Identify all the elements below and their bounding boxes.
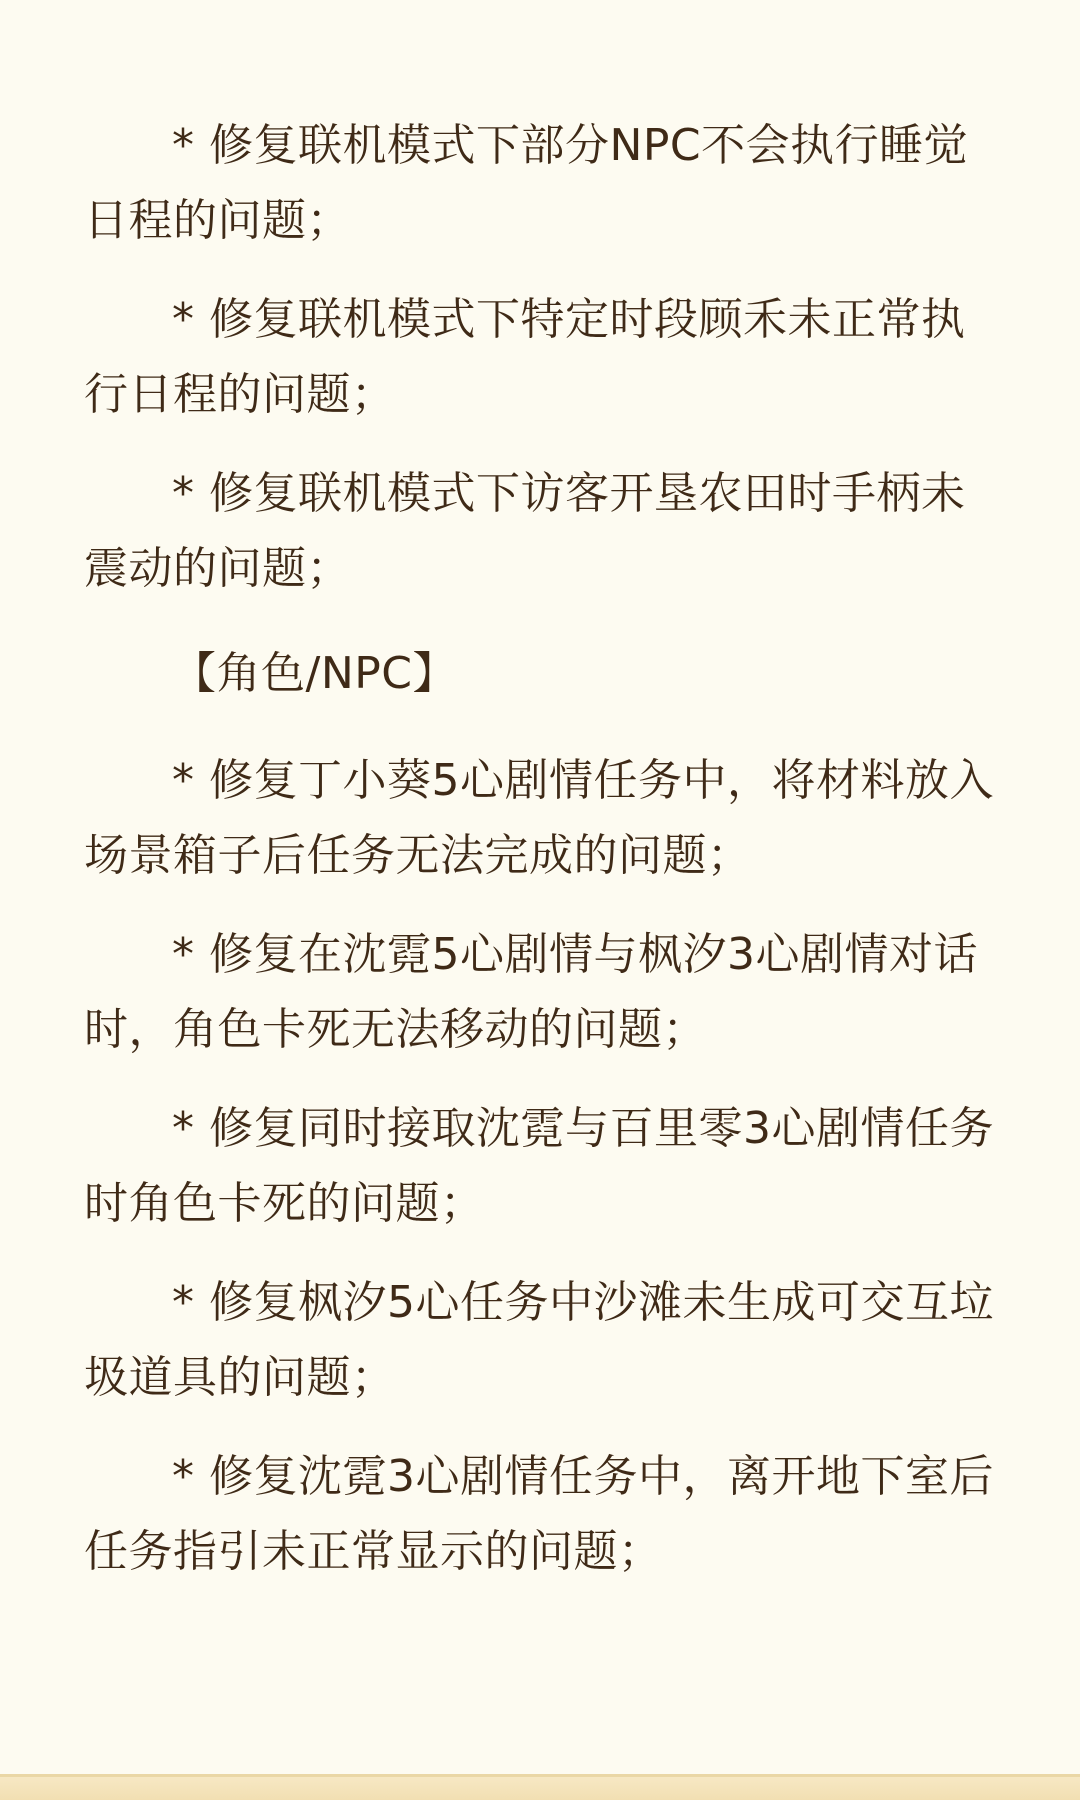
fix-item-shenni-baililing-quest: * 修复同时接取沈霓与百里零3心剧情任务时角色卡死的问题； [84,1103,994,1229]
fix-item-shenni-fengxi-dialogue: * 修复在沈霓5心剧情与枫汐3心剧情对话时，角色卡死无法移动的问题； [84,929,978,1055]
fix-item-guhe-schedule: * 修复联机模式下特定时段顾禾未正常执行日程的问题； [84,294,966,420]
fix-item-dingxiaokui-quest: * 修复丁小葵5心剧情任务中，将材料放入场景箱子后任务无法完成的问题； [84,755,994,881]
patch-notes-content [84,108,996,1589]
section-heading-character-npc: 【角色/NPC】 [172,648,457,699]
fix-item-shenni-basement-guide: * 修复沈霓3心剧情任务中，离开地下室后任务指引未正常显示的问题； [84,1451,994,1577]
bottom-decorative-border [0,1774,1080,1800]
fix-item-fengxi-beach-garbage: * 修复枫汐5心任务中沙滩未生成可交互垃圾道具的问题； [84,1277,994,1403]
fix-item-controller-vibration: * 修复联机模式下访客开垦农田时手柄未震动的问题； [84,468,966,594]
fix-item-npc-sleep-schedule: * 修复联机模式下部分NPC不会执行睡觉日程的问题； [84,120,969,246]
